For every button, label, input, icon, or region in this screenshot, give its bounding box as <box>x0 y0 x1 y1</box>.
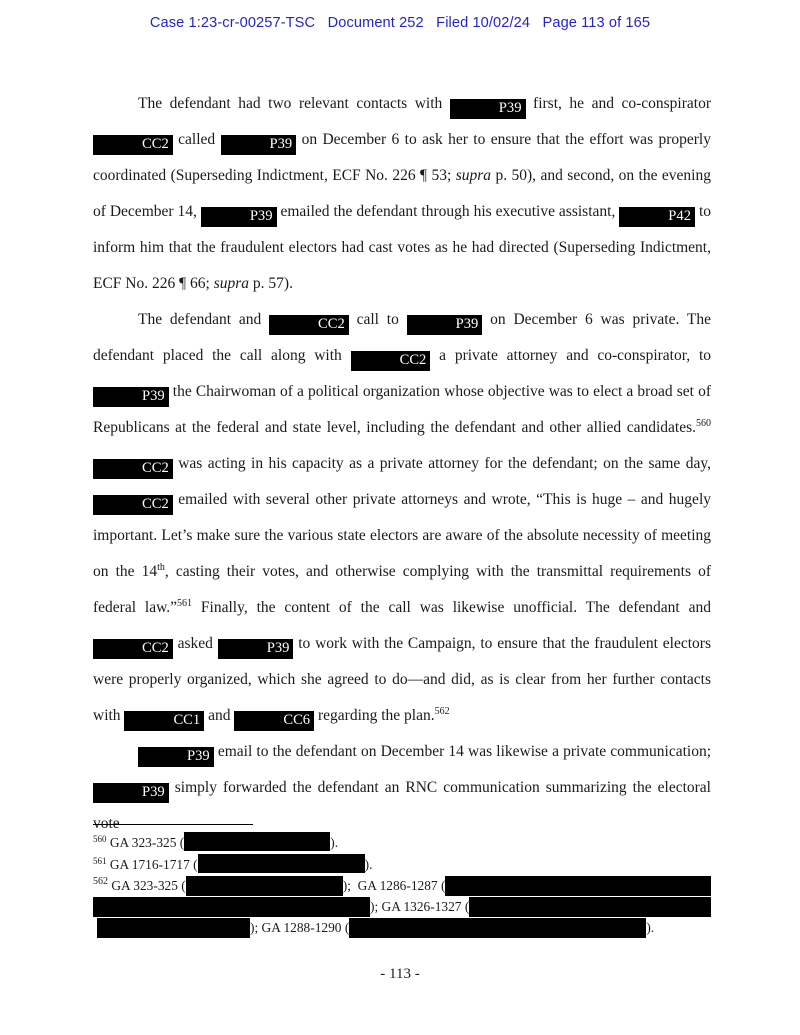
footnote-560-close: ). <box>330 835 339 850</box>
redaction-box-p39: P39 <box>138 747 214 767</box>
body-paragraph-1: The defendant had two relevant contacts with P39 first, he and co-conspirator CC2 called P39 on December 6 to ask her to ensure that the effort was properly coordinated (Superseding Indictment, ECF No. 226 ¶ 53; supra p. 50), and second, on the evening of December 14, P39 emailed the defendant through his executive assistant, P42 to inform him that the fraudulent electors had cast votes as he had directed (Superseding Indictment, ECF No. 226 ¶ 66; supra p. 57). <box>93 95 712 292</box>
superscript-footnote-ref: 562 <box>434 706 450 717</box>
footnote-562-line-2 <box>93 896 711 917</box>
redaction-box-cc6: CC6 <box>234 711 314 731</box>
footnote-562 <box>93 875 711 938</box>
redaction-box-cc2: CC2 <box>93 135 173 155</box>
superscript-footnote-ref: 560 <box>696 418 711 429</box>
footnote-562-text-2: ); GA 1286-1287 ( <box>342 877 446 893</box>
italic-citation: supra <box>455 167 492 184</box>
redaction-box-p39: P39 <box>221 135 297 155</box>
footnote-562-line-3 <box>93 917 711 938</box>
footnote-560-number: 560 <box>93 834 107 844</box>
footnote-562-number: 562 <box>93 875 108 887</box>
redaction-box-p39: P39 <box>407 315 483 335</box>
redaction-box <box>184 832 330 851</box>
footnote-561 <box>93 854 711 876</box>
redaction-box <box>445 876 711 896</box>
case-caption-header: Case 1:23-cr-00257-TSC Document 252 Filed 10/02/24 Page 113 of 165 <box>149 15 651 31</box>
redaction-box-cc2: CC2 <box>93 639 173 659</box>
footnotes-section <box>93 824 711 938</box>
footnote-561-number: 561 <box>93 855 107 866</box>
footnote-560-text: GA 323-325 ( <box>106 835 185 850</box>
redaction-box-p39: P39 <box>93 387 169 407</box>
redaction-box-p42: P42 <box>619 207 695 227</box>
footnote-562-line-1 <box>93 875 711 896</box>
redaction-box-cc1: CC1 <box>124 711 204 731</box>
redaction-box <box>97 918 250 938</box>
footnote-562-text-1: GA 323-325 ( <box>108 877 186 893</box>
footnote-562-start <box>93 875 186 897</box>
superscript-footnote-ref: 561 <box>177 598 193 609</box>
redaction-box-p39: P39 <box>218 639 294 659</box>
redaction-box-cc2: CC2 <box>93 495 173 515</box>
footnote-560 <box>93 832 711 854</box>
redaction-box <box>186 876 343 896</box>
italic-citation: supra <box>213 275 250 292</box>
redaction-box-p39: P39 <box>450 99 526 119</box>
footnote-561-text: GA 1716-1717 ( <box>106 856 198 872</box>
body-paragraph-2: The defendant and CC2 call to P39 on December 6 was private. The defendant placed the call along with CC2 a private attorney and co-conspirator, to P39 the Chairwoman of a political organization whose objective was to elect a broad set of Republicans at the federal and state level, including the defendant and other allied candidates.$^{560}$ CC2 was acting in his capacity as a private attorney for the defendant; on the same day, CC2 emailed with several other private attorneys and wrote, “This is huge – and hugely important. Let’s make sure the various state electors are aware of the absolute necessity of meeting on the 14th, casting their votes, and otherwise complying with the transmittal requirements of federal law.”$^{561}$ Finally, the content of the call was likewise unofficial. The defendant and CC2 asked P39 to work with the Campaign, to ensure that the fraudulent electors were properly organized, which she agreed to do—and did, as is clear from her further contacts with CC1 and CC6 regarding the plan.$^{562}$ <box>93 302 711 734</box>
footnote-562-close: ). <box>646 919 655 935</box>
redaction-box-cc2: CC2 <box>93 459 173 479</box>
footnote-562-text-3: ); GA 1326-1327 ( <box>370 898 470 914</box>
redaction-box <box>198 854 365 873</box>
redaction-box-p39: P39 <box>93 783 169 803</box>
redaction-box-cc2: CC2 <box>351 351 431 371</box>
body-paragraph-3: P39 email to the defendant on December 14 was likewise a private communication; P39 simply forwarded the defendant an RNC communication summarizing the electoral vote <box>93 743 711 832</box>
document-body <box>93 86 711 842</box>
redaction-box <box>469 897 711 917</box>
footnote-562-text-4: ); GA 1288-1290 ( <box>250 919 350 935</box>
redaction-box-cc2: CC2 <box>269 315 349 335</box>
superscript-footnote-ref: th <box>157 562 165 573</box>
page-number: - 113 - <box>380 966 420 982</box>
redaction-box <box>93 897 370 917</box>
footnote-separator-rule <box>93 824 253 825</box>
redaction-box-p39: P39 <box>201 207 277 227</box>
footnote-561-close: ). <box>364 856 373 872</box>
redaction-box <box>349 918 646 938</box>
